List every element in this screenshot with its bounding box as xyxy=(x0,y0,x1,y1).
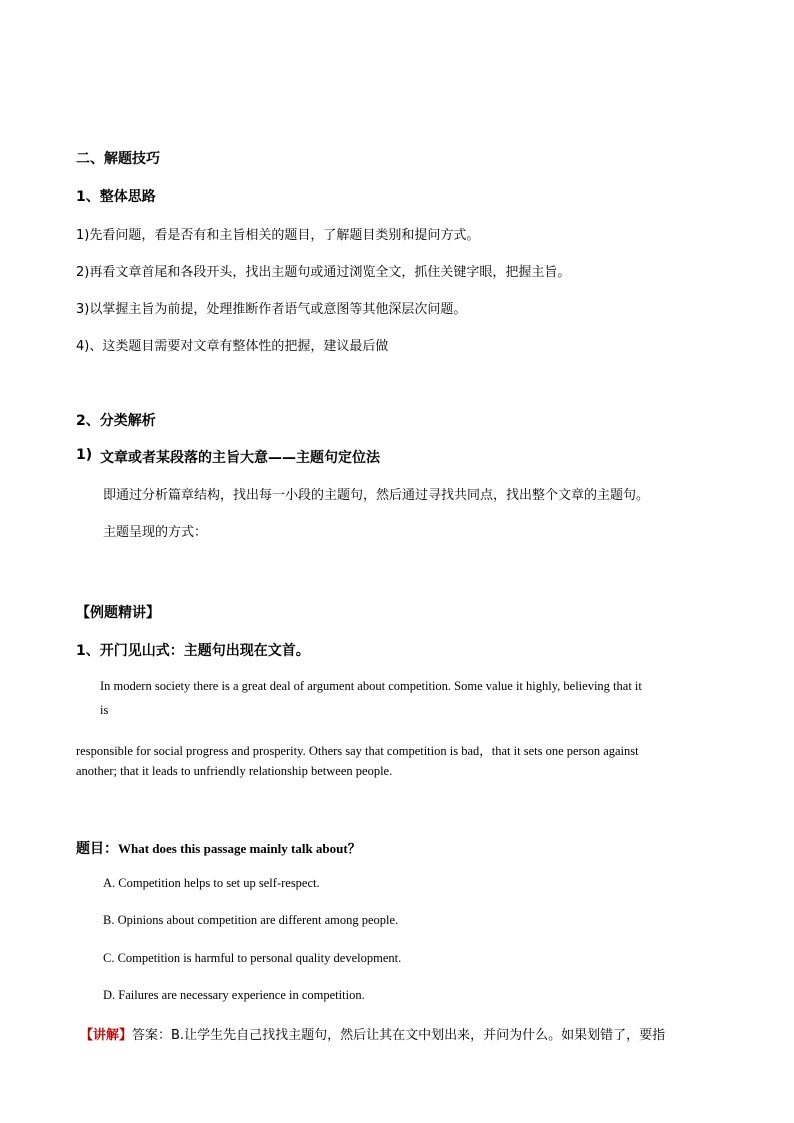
option-c: C. Competition is harmful to personal quality development. xyxy=(103,951,402,965)
approach-step: 2)再看文章首尾和各段开头，找出主题句或通过浏览全文，抓住关键字眼，把握主旨。 xyxy=(76,265,571,280)
approach-step: 3)以掌握主旨为前提，处理推断作者语气或意图等其他深层次问题。 xyxy=(76,302,467,317)
classification-item-number: 1) xyxy=(76,447,93,463)
classification-paragraph: 即通过分析篇章结构，找出每一小段的主题句，然后通过寻找共同点，找出整个文章的主题句。 xyxy=(103,488,650,503)
question-text: What does this passage mainly talk about？ xyxy=(118,841,361,856)
passage-line: another; that it leads to unfriendly relationship between people. xyxy=(76,764,393,778)
explanation xyxy=(80,1024,665,1043)
explanation-text: 答案：B.让学生先自己找找主题句，然后让其在文中划出来，并问为什么。如果划错了，要指 xyxy=(132,1028,666,1043)
example-label: 【例题精讲】 xyxy=(76,605,160,621)
question-label: 题目： xyxy=(76,841,118,857)
passage-line: is xyxy=(100,703,109,717)
section-title: 二、解题技巧 xyxy=(76,151,160,167)
option-a: A. Competition helps to set up self-respect. xyxy=(103,876,320,890)
question xyxy=(76,838,361,858)
option-d: D. Failures are necessary experience in competition. xyxy=(103,988,365,1002)
approach-step: 4)、这类题目需要对文章有整体性的把握，建议最后做 xyxy=(76,339,389,354)
classification-item-title: 文章或者某段落的主旨大意——主题句定位法 xyxy=(100,450,380,466)
approach-step: 1)先看问题，看是否有和主旨相关的题目，了解题目类别和提问方式。 xyxy=(76,228,480,243)
option-b: B. Opinions about competition are different among people. xyxy=(103,913,399,927)
classification-paragraph: 主题呈现的方式： xyxy=(103,525,208,540)
passage-line: In modern society there is a great deal of argument about competition. Some value it highly, believing that it xyxy=(100,679,642,693)
approach-heading: 1、整体思路 xyxy=(76,189,156,205)
classification-heading: 2、分类解析 xyxy=(76,413,156,429)
explanation-label: 【讲解】 xyxy=(80,1028,133,1043)
example-subheading: 1、开门见山式：主题句出现在文首。 xyxy=(76,643,310,659)
passage-line: responsible for social progress and prosperity. Others say that competition is bad，that it sets one person against xyxy=(76,744,639,758)
